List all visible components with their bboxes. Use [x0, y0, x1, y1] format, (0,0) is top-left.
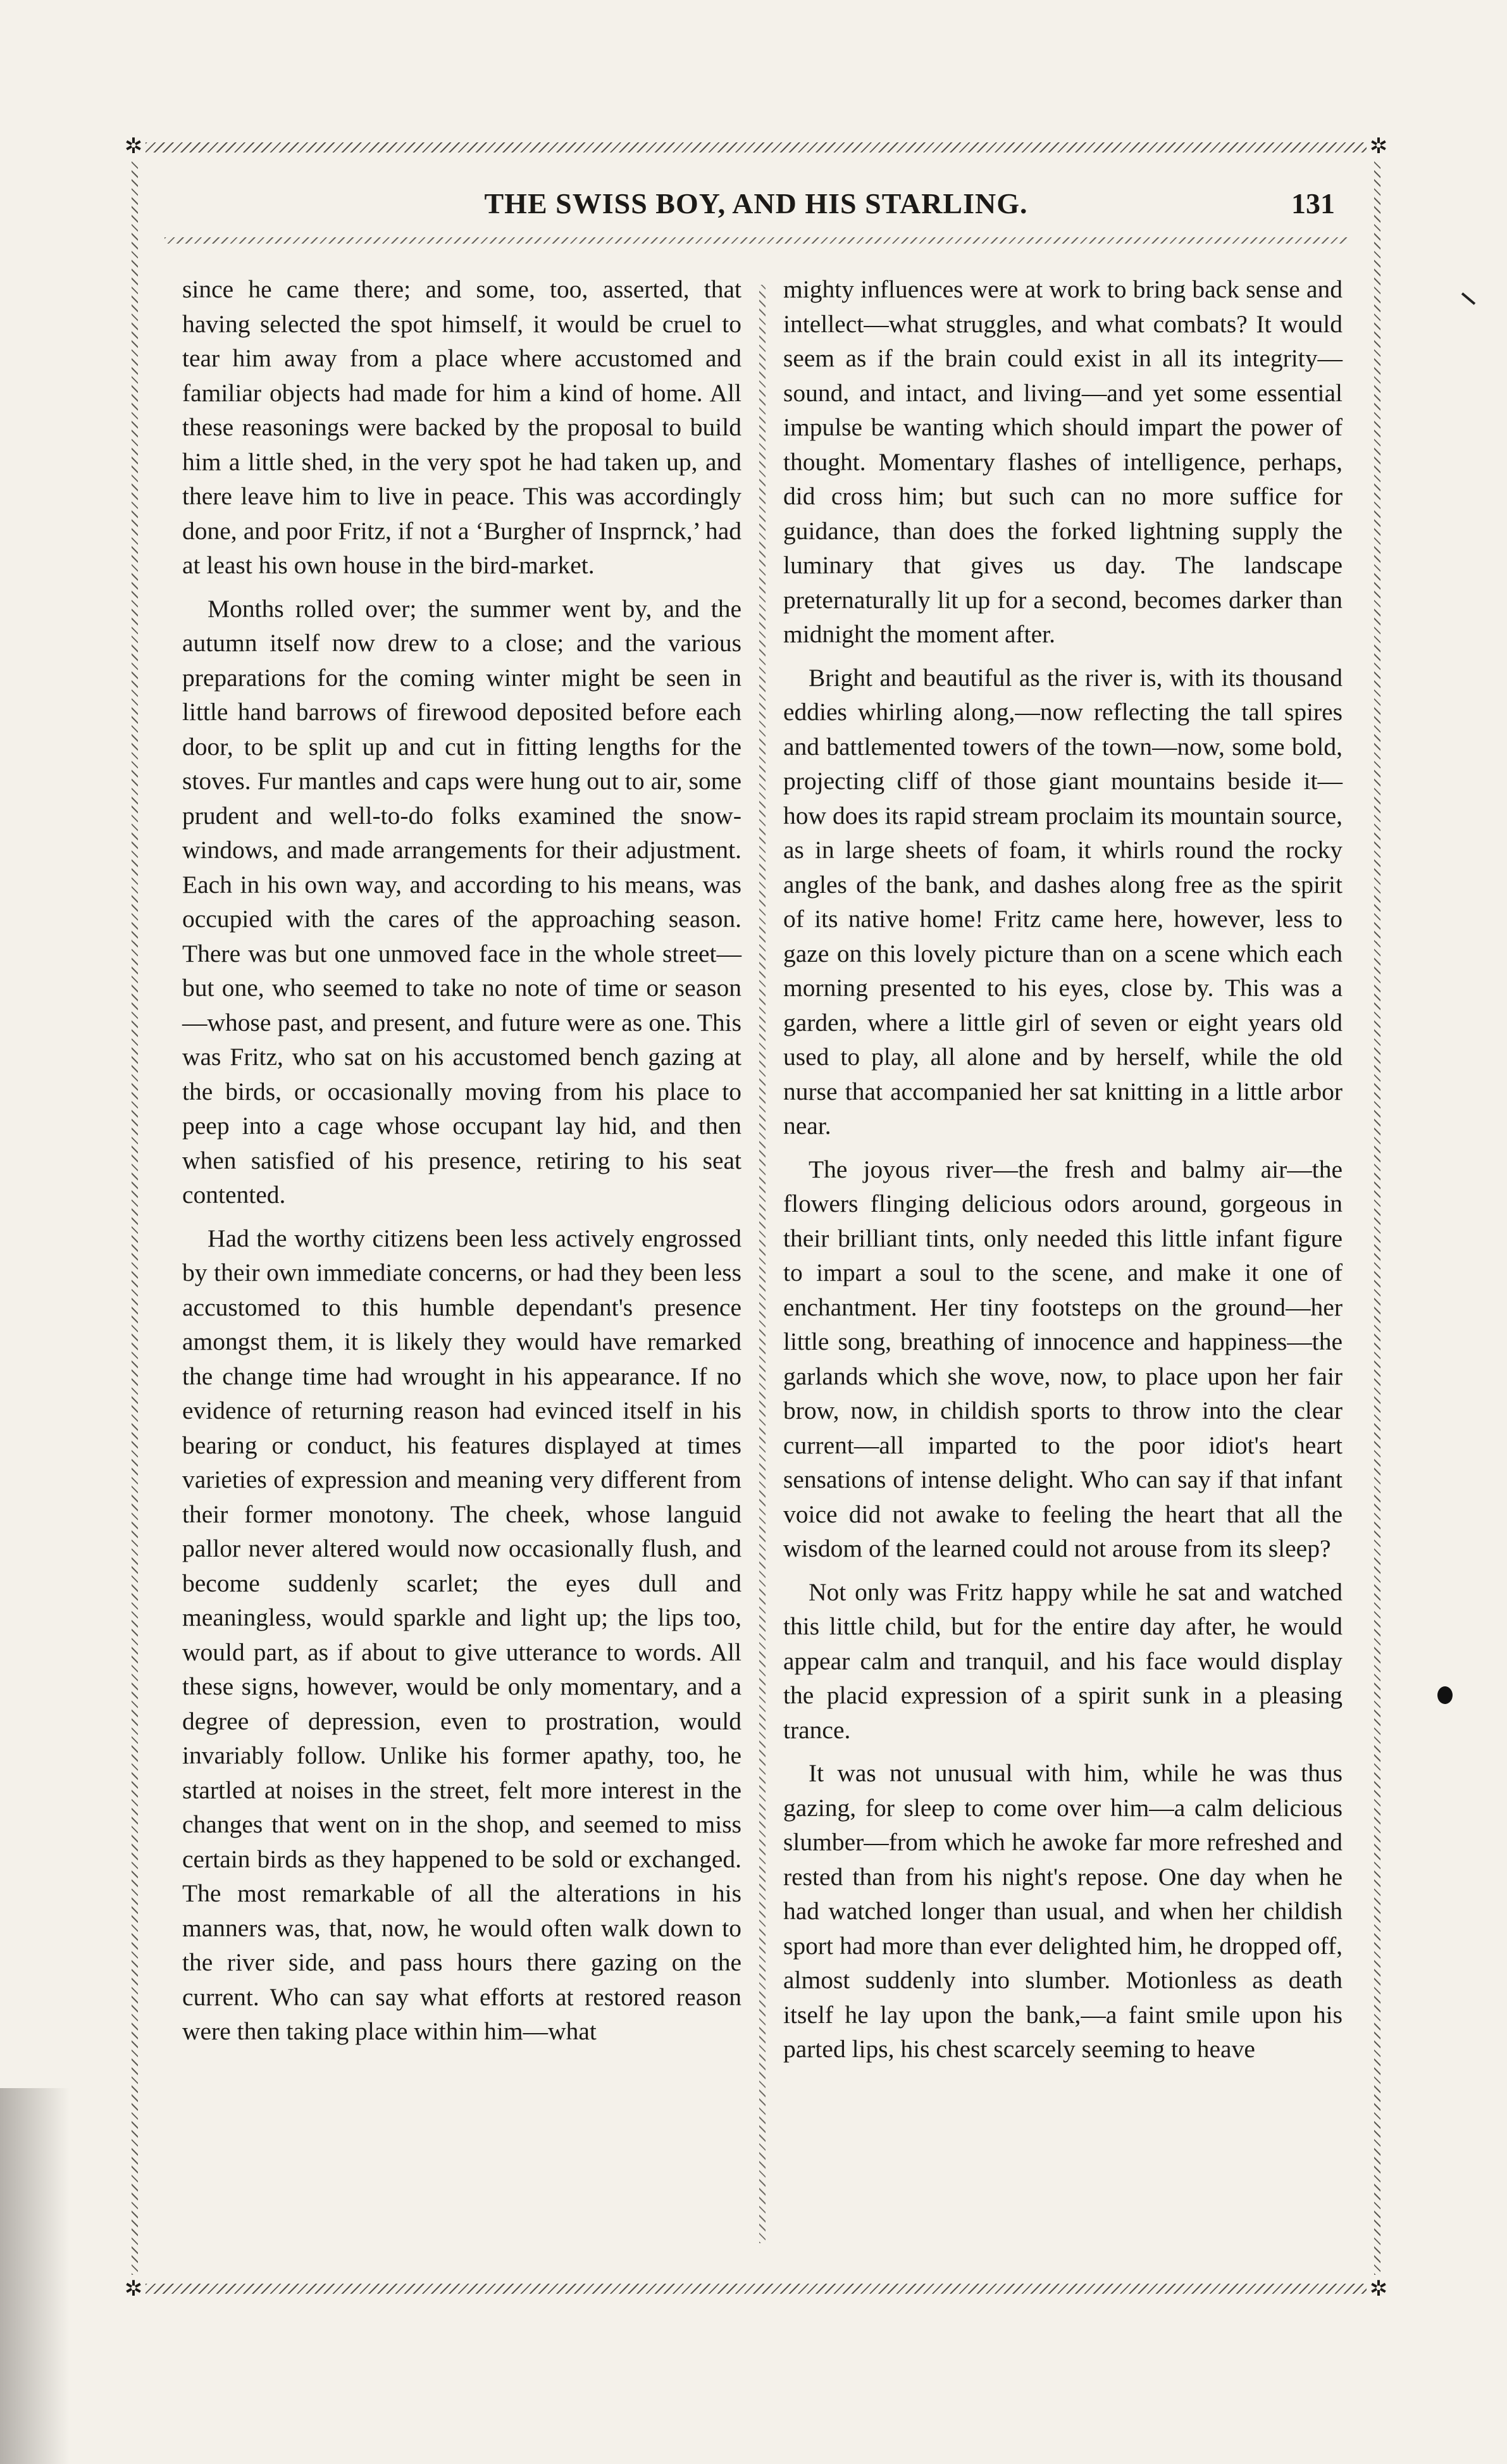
paragraph: Not only was Fritz happy while he sat and watched this little child, but for the entire day after, he would appear calm and tranquil, and his face would display the placid expression of a spirit sunk in a pleasing trance.: [783, 1577, 1343, 1744]
left-column: [164, 272, 759, 2262]
paragraph: mighty influences were at work to bring back sense and intellect—what struggles, and what combats? It would seem as if the brain could exist in all its integrity—sound, and intact, and living—and yet some essential impulse be wanting which should impart the power of thought. Momentary flashes of intelligence, perhaps, did cross him; but such can no more suffice for guidance, than does the forked lightning supply the luminary that gives us day. The landscape preternaturally lit up for a second, becomes darker than midnight the moment after.: [783, 275, 1343, 648]
paragraph: Months rolled over; the summer went by, and the autumn itself now drew to a close; and the various preparations for the coming winter might be seen in little hand barrows of firewood deposited before each door, to be split up and cut in fitting lengths for the stoves. Fur mantles and caps were hung out to air, some prudent and well-to-do folks examined the snow-windows, and made arrangements for their adjustment. Each in his own way, and according to his means, was occupied with the cares of the approaching season. There was but one unmoved face in the whole street—but one, who seemed to take no note of time or season—whose past, and present, and future were as one. This was Fritz, who sat on his accustomed bench gazing at the birds, or occasionally moving from his place to peep into a cage whose occupant lay hid, and then when satisfied of his presence, retiring to his seat contented.: [182, 594, 741, 1209]
corner-ornament-icon: ✲: [1369, 2277, 1388, 2301]
paragraph: since he came there; and some, too, asserted, that having selected the spot himself, it would be cruel to tear him away from a place where accustomed and familiar objects had made for him a kind of home. All these reasonings were backed by the proposal to build him a little shed, in the very spot he had taken up, and there leave him to live in peace. This was accordingly done, and poor Fritz, if not a ‘Burgher of Insprnck,’ had at least his own house in the bird-market.: [182, 275, 741, 579]
paragraph: It was not unusual with him, while he was thus gazing, for sleep to come over him—a calm delicious slumber—from which he awoke far more refreshed and rested than from his night's repose. One day when he had watched longer than usual, and when her childish sport had more than ever delighted him, he dropped off, almost suddenly into slumber. Motionless as death itself he lay upon the bank,—a faint smile upon his parted lips, his chest scarcely seeming to heave: [783, 1759, 1343, 2063]
page-number: 131: [1291, 187, 1335, 220]
ornamental-border-top: [146, 142, 1367, 152]
ornamental-border-right: [1374, 161, 1380, 2275]
ornamental-border-left: [132, 161, 138, 2275]
ornamental-border-bottom: [146, 2284, 1367, 2294]
paragraph: The joyous river—the fresh and balmy air—the flowers flinging delicious odors around, gorgeous in their brilliant tints, only needed this little infant figure to impart a soul to the scene, and make it one of enchantment. Her tiny footsteps on the ground—her little song, breathing of innocence and happiness—the garlands which she wove, now, to place upon her fair brow, now, in childish sports to throw into the clear current—all imparted to the poor idiot's heart sensations of intense delight. Who can say if that infant voice did not awake to feeling the heart that all the wisdom of the learned could not arouse from its sleep?: [783, 1155, 1343, 1562]
right-column: [766, 272, 1360, 2262]
paragraph: Had the worthy citizens been less actively engrossed by their own immediate concerns, or had they been less accustomed to this humble dependant's presence amongst them, it is likely they would have remarked the change time had wrought in his appearance. If no evidence of returning reason had evinced itself in his bearing or conduct, his features displayed at times varieties of expression and meaning very different from their former monotony. The cheek, whose languid pallor never altered would now occasionally flush, and become suddenly scarlet; the eyes dull and meaningless, would sparkle and light up; the lips too, would part, as if about to give utterance to words. All these signs, however, would be only momentary, and a degree of depression, even to prostration, would invariably follow. Unlike his former apathy, too, he startled at noises in the street, felt more interest in the changes that went on in the shop, and seemed to miss certain birds as they happened to be sold or exchanged. The most remarkable of all the alterations in his manners was, that, now, he would often walk down to the river side, and pass hours there gazing on the current. Who can say what efforts at restored reason were then taking place within him—what: [182, 1224, 741, 2045]
page-edge-shadow: [0, 2088, 70, 2464]
page-frame: [124, 135, 1388, 2301]
page-header: [164, 187, 1348, 231]
margin-mark: [1461, 292, 1475, 305]
margin-dot: [1437, 1686, 1453, 1704]
running-title: THE SWISS BOY, AND HIS STARLING.: [484, 187, 1028, 220]
body-columns: [164, 272, 1360, 2262]
corner-ornament-icon: ✲: [124, 135, 143, 158]
corner-ornament-icon: ✲: [1369, 135, 1388, 158]
paragraph: Bright and beautiful as the river is, with its thousand eddies whirling along,—now reflecting the tall spires and battlemented towers of the town—now, some bold, projecting cliff of those giant mountains beside it—how does its rapid stream proclaim its mountain source, as in large sheets of foam, it whirls round the rocky angles of the bank, and dashes along free as the spirit of its native home! Fritz came here, however, less to gaze on this lovely picture than on a scene which each morning presented to his eyes, close by. This was a garden, where a little girl of seven or eight years old used to play, all alone and by herself, while the old nurse that accompanied her sat knitting in a little arbor near.: [783, 663, 1343, 1140]
corner-ornament-icon: ✲: [124, 2277, 143, 2301]
column-divider: [759, 285, 766, 2243]
header-rule: [164, 237, 1348, 244]
